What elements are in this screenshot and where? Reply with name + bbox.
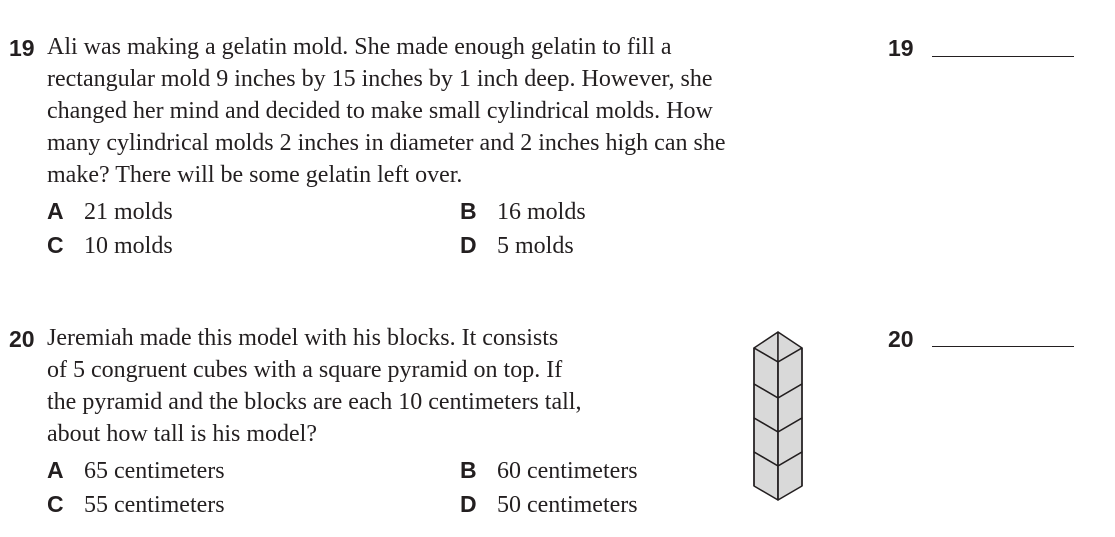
stem-line: make? There will be some gelatin left over. [47,162,463,188]
choice-letter: C [47,491,64,517]
stem-line: the pyramid and the blocks are each 10 centimeters tall, [47,389,582,415]
answer-blank[interactable] [932,56,1074,57]
choice-c[interactable] [47,491,225,521]
choice-letter: A [47,198,64,224]
stem-line: Jeremiah made this model with his blocks. It consists [47,325,559,351]
choice-letter: C [47,232,64,258]
choice-a[interactable] [47,457,225,487]
choice-text: 16 molds [497,199,586,225]
choice-letter: B [460,198,477,224]
question-stem [47,322,581,450]
choice-letter: D [460,491,477,517]
stem-line: of 5 congruent cubes with a square pyramid on top. If [47,357,563,383]
choice-text: 65 centimeters [84,458,225,484]
choice-letter: D [460,232,477,258]
stem-line: many cylindrical molds 2 inches in diameter and 2 inches high can she [47,130,726,156]
answer-number: 20 [888,326,914,352]
stem-line: about how tall is his model? [47,421,317,447]
stem-line: rectangular mold 9 inches by 15 inches by 1 inch deep. However, she [47,66,713,92]
choice-b[interactable] [460,198,586,228]
stem-line: changed her mind and decided to make small cylindrical molds. How [47,98,713,124]
question-stem [47,31,725,191]
stem-line: Ali was making a gelatin mold. She made enough gelatin to fill a [47,34,672,60]
choice-a[interactable] [47,198,173,228]
choice-letter: B [460,457,477,483]
choice-text: 5 molds [497,233,574,259]
choice-c[interactable] [47,232,173,262]
choice-letter: A [47,457,64,483]
choice-text: 21 molds [84,199,173,225]
answer-number: 19 [888,35,914,61]
answer-blank[interactable] [932,346,1074,347]
choice-text: 55 centimeters [84,492,225,518]
choice-text: 10 molds [84,233,173,259]
choice-text: 60 centimeters [497,458,638,484]
choice-d[interactable] [460,491,638,521]
choice-b[interactable] [460,457,638,487]
block-tower-figure [746,328,810,508]
question-number: 19 [9,35,35,61]
choice-text: 50 centimeters [497,492,638,518]
question-number: 20 [9,326,35,352]
choice-d[interactable] [460,232,574,262]
